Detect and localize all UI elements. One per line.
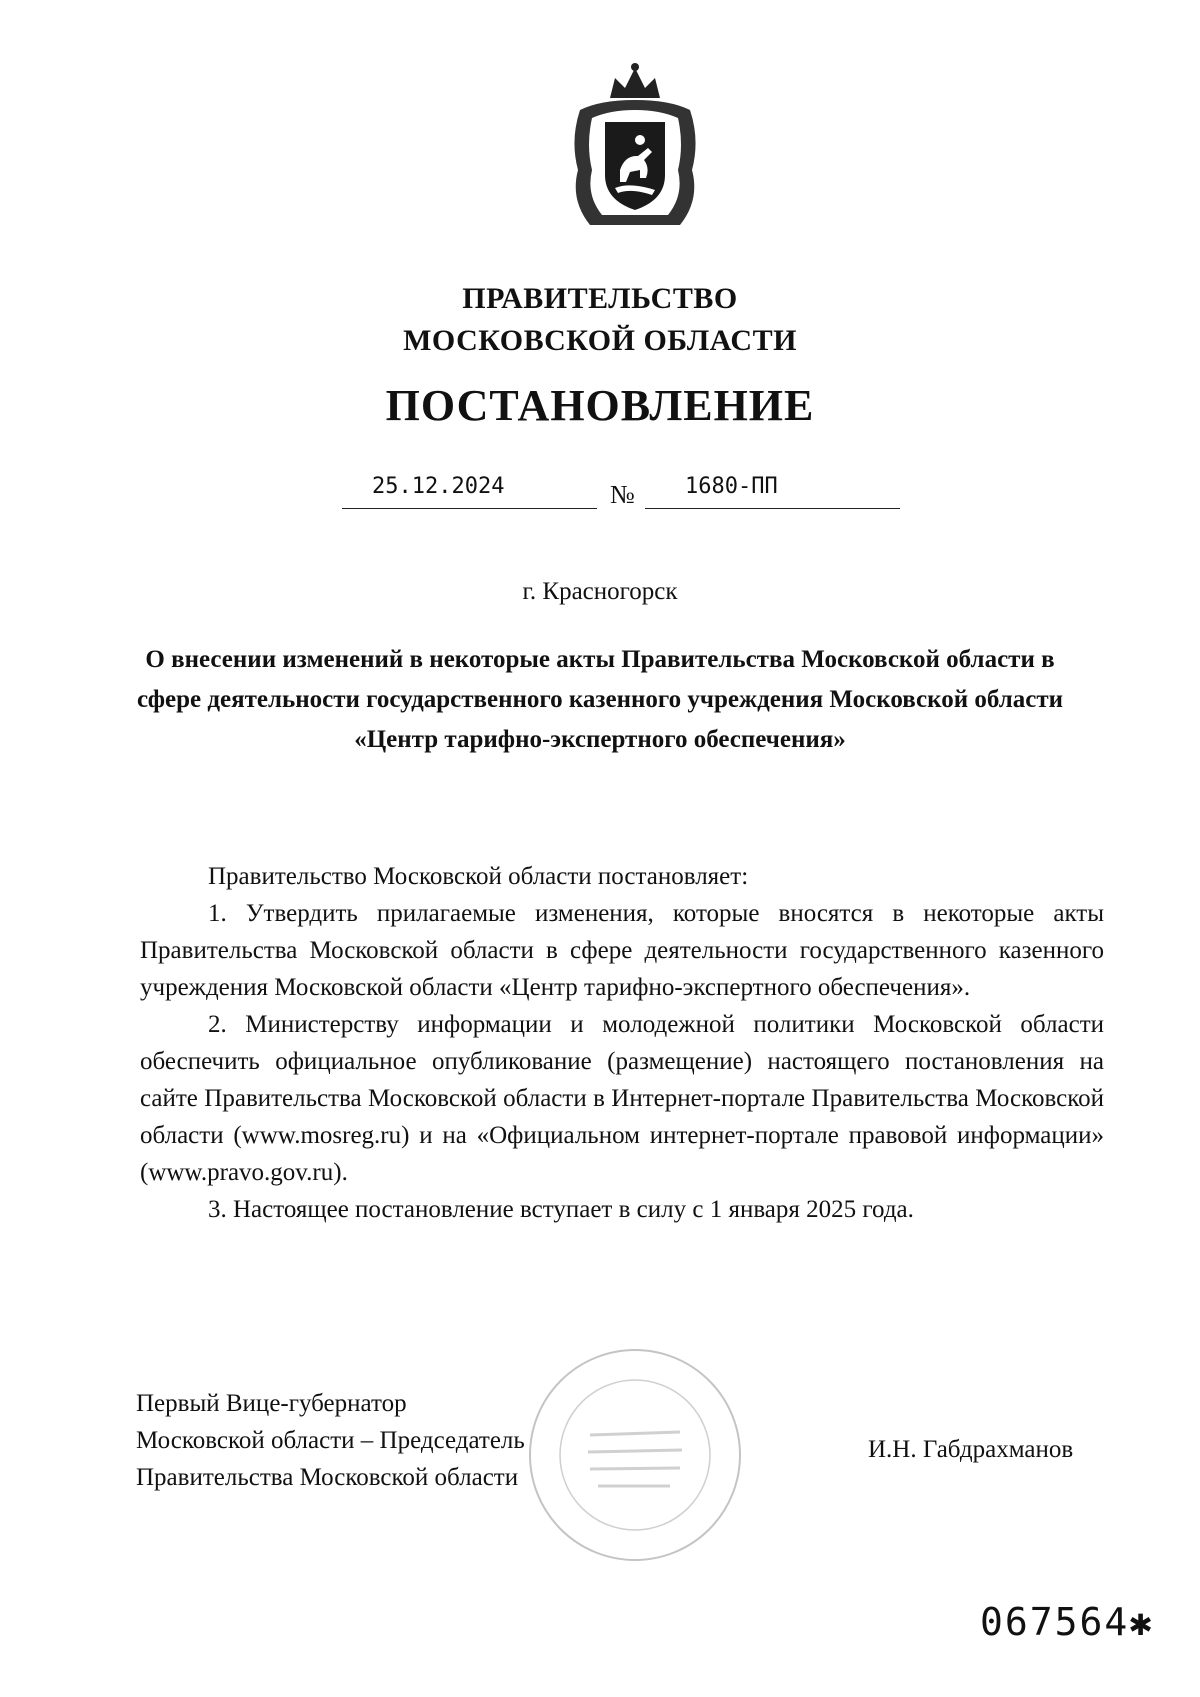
signatory-position-line2: Московской области – Председатель — [136, 1427, 525, 1454]
signatory-position — [136, 1385, 525, 1496]
document-type: ПОСТАНОВЛЕНИЕ — [385, 381, 815, 430]
official-stamp — [520, 1340, 750, 1570]
signatory-name: И.Н. Габдрахманов — [868, 1436, 1074, 1463]
date-field — [342, 466, 597, 509]
government-name-line2: МОСКОВСКОЙ ОБЛАСТИ — [403, 324, 797, 357]
body-intro: Правительство Московской области постановляет: — [208, 863, 749, 890]
body-item-2: 2. Министерству информации и молодежной политики Московской области обеспечить официальное опубликование (размещение) настоящего постановления на сайте Правительства Московской области в Интернет-портале Правительства Московской области (www.mosreg.ru) и на «Официальном интернет-портале правовой информации» (www.pravo.gov.ru). — [140, 1011, 1104, 1186]
document-title: О внесении изменений в некоторые акты Правительства Московской области в сфере деятельности государственного казенного учреждения Московской области «Центр тарифно-экспертного обеспечения» — [136, 646, 1064, 753]
serial-number — [980, 1600, 1154, 1644]
city: г. Красногорск — [522, 578, 678, 605]
coat-of-arms-icon — [560, 60, 710, 235]
government-name — [0, 278, 1200, 362]
document-body — [140, 858, 1104, 1228]
serial-number-value: 067564 — [980, 1600, 1130, 1644]
document-date: 25.12.2024 — [372, 474, 505, 499]
number-sign: № — [610, 480, 635, 509]
body-item-3: 3. Настоящее постановление вступает в силу с 1 января 2025 года. — [208, 1196, 914, 1223]
signatory-position-line3: Правительства Московской области — [136, 1464, 519, 1491]
document-number: 1680-ПП — [685, 474, 778, 499]
asterisk-icon: ✱ — [1129, 1600, 1155, 1644]
number-field — [645, 466, 900, 509]
body-item-1: 1. Утвердить прилагаемые изменения, которые вносятся в некоторые акты Правительства Московской области в сфере деятельности государственного казенного учреждения Московской области «Центр тарифно-экспертного обеспечения». — [140, 900, 1104, 1001]
government-name-line1: ПРАВИТЕЛЬСТВО — [462, 282, 738, 315]
signatory-position-line1: Первый Вице-губернатор — [136, 1390, 407, 1417]
